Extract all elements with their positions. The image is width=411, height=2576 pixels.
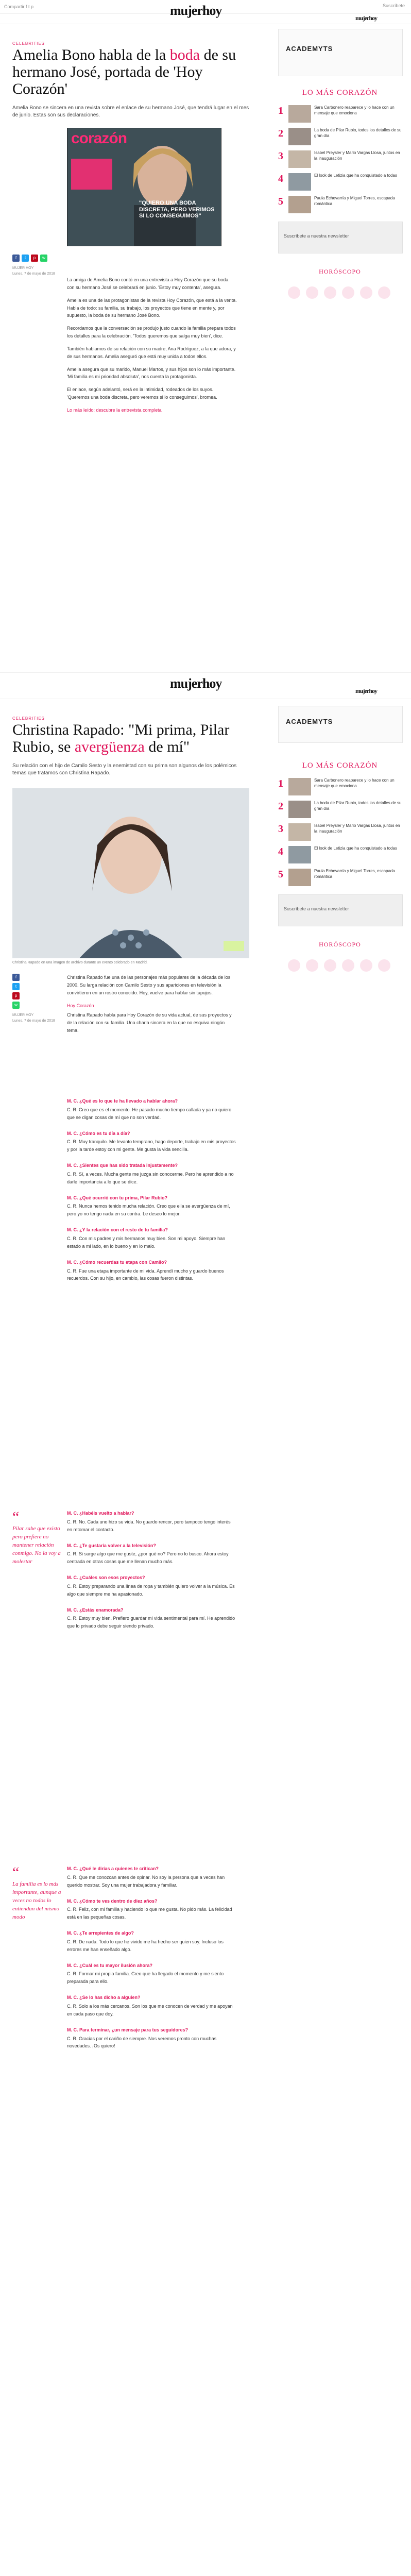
thumbnail-image bbox=[288, 105, 311, 123]
zodiac-icons[interactable] bbox=[286, 282, 395, 303]
qa-block-2 bbox=[67, 1510, 237, 1638]
whatsapp-icon[interactable]: w bbox=[40, 255, 47, 262]
facebook-icon[interactable]: f bbox=[12, 974, 20, 981]
article1-paragraph: Recordamos que la conversación se produjo justo cuando la familia prepara todos los detalles para la celebración. 'Todos queremos que salga muy bien', dice. bbox=[67, 326, 236, 339]
sidebar1-ad[interactable] bbox=[278, 29, 403, 76]
list-item[interactable] bbox=[278, 844, 402, 867]
sidebar2-ad-label: ACADEMYTS bbox=[286, 718, 333, 725]
article2-highlight-link[interactable]: Hoy Corazón bbox=[67, 1003, 94, 1008]
pinterest-icon[interactable]: p bbox=[31, 255, 38, 262]
article1-paragraph: También hablamos de su relación con su madre, Ana Rodríguez, a la que adora, y de sus hermanos. Amelia aseguró que está muy unida a todos ellos. bbox=[67, 346, 236, 359]
sidebar1-horoscope-title: HORÓSCOPO bbox=[319, 268, 361, 275]
hero-photo-illustration bbox=[12, 788, 249, 958]
pinterest-icon[interactable]: p bbox=[12, 992, 20, 999]
article2-title-part1: Christina Rapado: "Mi prima, Pilar Rubio, se bbox=[12, 721, 230, 755]
article1-title bbox=[12, 46, 254, 97]
article2-intro-paragraph: Christina Rapado fue una de las personajes más populares de la década de los 2000. Su larga relación con Camilo Sesto y sus apariciones en televisión la convirtieron en un rostro conocido. Hoy, vuelve para hablar sin tapujos. bbox=[67, 975, 231, 995]
subscribe-link[interactable]: Suscríbete bbox=[382, 3, 405, 8]
sidebar1-newsletter-box[interactable] bbox=[278, 222, 403, 253]
article1-subtitle: Amelia Bono se sincera en una revista sobre el enlace de su hermano José, que tendrá lugar en el mes de junio. Estas son sus declaraciones. bbox=[12, 105, 249, 118]
site-logo[interactable]: mujerhoy bbox=[170, 3, 222, 18]
answer: C. R. Estoy muy bien. Prefiero guardar mi vida sentimental para mí. He aprendido que lo privado debe seguir siendo privado. bbox=[67, 1616, 235, 1629]
answer: C. R. De nada. Todo lo que he vivido me ha hecho ser quien soy. Incluso los errores me han enseñado algo. bbox=[67, 1939, 224, 1952]
rank-title: La boda de Pilar Rubio, todos los detalles de su gran día bbox=[314, 128, 402, 138]
list-item[interactable] bbox=[278, 171, 402, 194]
thumbnail-image bbox=[288, 150, 311, 168]
list-item[interactable] bbox=[278, 776, 402, 799]
article1-date: Lunes, 7 de mayo de 2018 bbox=[12, 272, 55, 276]
question: M. C. Para terminar, ¿un mensaje para tus seguidores? bbox=[67, 2027, 189, 2032]
share-label: Compartir f t p bbox=[4, 4, 34, 9]
answer: C. R. Sí, a veces. Mucha gente me juzga sin conocerme. Pero he aprendido a no darle importancia a lo que se dice. bbox=[67, 1171, 234, 1184]
quote-icon: “ bbox=[12, 1509, 20, 1526]
answer: C. R. Formar mi propia familia. Creo que ha llegado el momento y me siento preparada para ello. bbox=[67, 1971, 224, 1985]
cover-quote: "QUIERO UNA BODA DISCRETA, PERO VERIMOS SI LO CONSEGUIMOS" bbox=[139, 200, 215, 219]
article2-title bbox=[12, 721, 270, 755]
article2-hero-image bbox=[12, 788, 249, 958]
rank-title: Sara Carbonero reaparece y lo hace con un mensaje que emociona bbox=[314, 105, 395, 115]
site-logo-small[interactable]: mujerhoy bbox=[355, 687, 377, 694]
sidebar1-most-read-list bbox=[278, 103, 402, 216]
question: M. C. ¿Y la relación con el resto de tu familia? bbox=[67, 1227, 168, 1233]
horoscope-signs bbox=[286, 282, 395, 303]
article2-meta bbox=[12, 1013, 59, 1024]
rank-number: 4 bbox=[278, 173, 283, 184]
sidebar1-most-read-title: LO MÁS CORAZÓN bbox=[302, 89, 378, 97]
cover-inset-block bbox=[71, 159, 112, 190]
photo-caption: Christina Rapado en una imagen de archivo durante un evento celebrado en Madrid. bbox=[12, 961, 148, 964]
sidebar2-ad[interactable] bbox=[278, 706, 403, 743]
article2-rubric[interactable]: CELEBRITIES bbox=[12, 716, 45, 721]
site-logo[interactable]: mujerhoy bbox=[170, 676, 222, 691]
answer: C. R. Si surge algo que me guste, ¿por qué no? Pero no lo busco. Ahora estoy centrada en otras cosas que me llenan mucho más. bbox=[67, 1551, 229, 1565]
question: M. C. ¿Te gustaría volver a la televisión? bbox=[67, 1543, 156, 1548]
qa-block-3 bbox=[67, 1865, 237, 2058]
rank-title: Sara Carbonero reaparece y lo hace con un mensaje que emociona bbox=[314, 778, 395, 788]
article1-inline-link[interactable]: Lo más leído: descubre la entrevista completa bbox=[67, 407, 162, 413]
site-logo-small[interactable]: mujerhoy bbox=[355, 14, 377, 22]
question: M. C. ¿Se lo has dicho a alguien? bbox=[67, 1995, 141, 2001]
article1-meta bbox=[12, 266, 55, 277]
question: M. C. ¿Estás enamorada? bbox=[67, 1607, 124, 1613]
question: M. C. ¿Cuáles son esos proyectos? bbox=[67, 1575, 145, 1581]
thumbnail-image bbox=[288, 778, 311, 795]
rank-number: 5 bbox=[278, 196, 283, 207]
article1-body bbox=[67, 276, 237, 419]
sidebar2-newsletter-box[interactable] bbox=[278, 894, 403, 926]
thumbnail-image bbox=[288, 869, 311, 886]
article1-title-highlight: boda bbox=[169, 46, 200, 63]
answer: C. R. Nunca hemos tenido mucha relación. Creo que ella se avergüenza de mí, pero yo no tengo nada en su contra. Le deseo lo mejor. bbox=[67, 1204, 230, 1217]
article1-title-part2: de su hermano José, portada de 'Hoy Corazón' bbox=[12, 46, 236, 97]
rank-number: 3 bbox=[278, 823, 283, 835]
sidebar1-ad-label: ACADEMYTS bbox=[286, 45, 333, 53]
article1-paragraph: Amelia asegura que su marido, Manuel Martos, y sus hijos son lo más importante. 'Mi familia es mi prioridad absoluta', nos cuenta la protagonista. bbox=[67, 366, 236, 380]
list-item[interactable] bbox=[278, 867, 402, 889]
answer: C. R. No. Cada uno hizo su vida. No guardo rencor, pero tampoco tengo interés en retomar el contacto. bbox=[67, 1519, 231, 1532]
question: M. C. ¿Habéis vuelto a hablar? bbox=[67, 1511, 134, 1516]
sidebar2-horoscope-title: HORÓSCOPO bbox=[319, 941, 361, 948]
whatsapp-icon[interactable]: w bbox=[12, 1002, 20, 1009]
rank-number: 4 bbox=[278, 846, 283, 857]
answer: C. R. Que me conozcan antes de opinar. No soy la persona que a veces han querido mostrar. Soy una mujer trabajadora y familiar. bbox=[67, 1874, 225, 1888]
question: M. C. ¿Sientes que has sido tratada injustamente? bbox=[67, 1163, 178, 1168]
article2-date: Lunes, 7 de mayo de 2018 bbox=[12, 1019, 55, 1023]
pullquote-1: Pilar sabe que existo pero prefiere no mantener relación conmigo. No la voy a molestar bbox=[12, 1526, 61, 1565]
article2-byline: MUJER HOY bbox=[12, 1013, 34, 1017]
article2-title-highlight: avergüenza bbox=[74, 738, 145, 755]
question: M. C. ¿Cómo te ves dentro de diez años? bbox=[67, 1898, 158, 1904]
thumbnail-image bbox=[288, 173, 311, 191]
pullquote-2: La familia es lo más importante, aunque a veces no todos lo entiendan del mismo modo bbox=[12, 1881, 61, 1920]
answer: C. R. Con mis padres y mis hermanos muy bien. Son mi apoyo. Siempre han estado a mi lado, en lo bueno y en lo malo. bbox=[67, 1235, 226, 1249]
rank-title: Isabel Preysler y Mario Vargas Llosa, juntos en la inauguración bbox=[314, 823, 400, 834]
question: M. C. ¿Cuál es tu mayor ilusión ahora? bbox=[67, 1962, 153, 1968]
list-item[interactable] bbox=[278, 799, 402, 821]
list-item[interactable] bbox=[278, 821, 402, 844]
question: M. C. ¿Qué es lo que te ha llevado a hablar ahora? bbox=[67, 1098, 178, 1104]
rank-number: 1 bbox=[278, 778, 283, 789]
sidebar2-newsletter-label: Suscríbete a nuestra newsletter bbox=[284, 906, 349, 911]
twitter-icon[interactable]: t bbox=[22, 255, 29, 262]
answer: C. R. Feliz, con mi familia y haciendo lo que me gusta. No pido más. La felicidad está en las pequeñas cosas. bbox=[67, 1907, 232, 1920]
article2-intro bbox=[67, 974, 237, 1035]
question: M. C. ¿Cómo es tu día a día? bbox=[67, 1130, 130, 1136]
answer: C. R. Gracias por el cariño de siempre. Nos veremos pronto con muchas novedades. ¡Os quiero! bbox=[67, 2036, 217, 2049]
thumbnail-image bbox=[288, 823, 311, 841]
list-item[interactable] bbox=[278, 148, 402, 171]
list-item[interactable] bbox=[278, 103, 402, 126]
thumbnail-image bbox=[288, 846, 311, 863]
answer: C. R. Solo a los más cercanos. Son los que me conocen de verdad y me apoyan en cada paso que doy. bbox=[67, 2003, 233, 2016]
article1-paragraph: El enlace, según adelantó, será en la intimidad, rodeados de los suyos. 'Queremos una boda discreta, pero veremos si lo conseguimos', bromea. bbox=[67, 387, 217, 400]
answer: C. R. Estoy preparando una línea de ropa y también quiero volver a la música. Es algo que siempre me ha apasionado. bbox=[67, 1583, 235, 1597]
rank-title: El look de Letizia que ha conquistado a todas bbox=[314, 173, 398, 178]
question: M. C. ¿Te arrepientes de algo? bbox=[67, 1930, 134, 1936]
cover-brand: corazón bbox=[71, 130, 127, 147]
rank-number: 5 bbox=[278, 869, 283, 880]
qa-block-1 bbox=[67, 1097, 237, 1291]
question: M. C. ¿Cómo recuerdas tu etapa con Camilo? bbox=[67, 1259, 167, 1265]
article2-subtitle: Su relación con el hijo de Camilo Sesto y la enemistad con su prima son algunos de los polémicos temas que tratamos con Christina Rapado. bbox=[12, 763, 237, 776]
article1-paragraph: La amiga de Amelia Bono contó en una entrevista a Hoy Corazón que su boda con su hermano José se celebrará en junio. 'Estoy muy contenta', asegura. bbox=[67, 277, 229, 290]
rank-title: Paula Echevarría y Miguel Torres, escapada romántica bbox=[314, 196, 395, 206]
list-item[interactable] bbox=[278, 194, 402, 216]
sidebar2-most-read-title: LO MÁS CORAZÓN bbox=[302, 761, 378, 770]
rank-title: La boda de Pilar Rubio, todos los detalles de su gran día bbox=[314, 801, 402, 811]
article1-title-part1: Amelia Bono habla de la bbox=[12, 46, 170, 63]
rank-title: Paula Echevarría y Miguel Torres, escapada romántica bbox=[314, 869, 395, 879]
question: M. C. ¿Qué ocurrió con tu prima, Pilar Rubio? bbox=[67, 1195, 168, 1200]
thumbnail-image bbox=[288, 128, 311, 145]
sidebar1-newsletter-label: Suscríbete a nuestra newsletter bbox=[284, 233, 349, 239]
question: M. C. ¿Qué le dirías a quienes te critican? bbox=[67, 1866, 159, 1871]
rank-title: Isabel Preysler y Mario Vargas Llosa, juntos en la inauguración bbox=[314, 150, 400, 161]
rank-number: 1 bbox=[278, 105, 283, 116]
article2-intro-paragraph-2: Christina Rapado habla para Hoy Corazón de su vida actual, de sus proyectos y de la relación con su familia. Una charla sincera en la que no esquiva ningún tema. bbox=[67, 1012, 232, 1033]
answer: C. R. Creo que es el momento. He pasado mucho tiempo callada y ya no quiero que se digan cosas de mí que no son verdad. bbox=[67, 1107, 232, 1120]
rank-number: 2 bbox=[278, 801, 283, 812]
article1-rubric[interactable]: CELEBRITIES bbox=[12, 41, 45, 46]
zodiac-icons[interactable] bbox=[286, 955, 395, 976]
facebook-icon[interactable]: f bbox=[12, 255, 20, 262]
thumbnail-image bbox=[288, 801, 311, 818]
article1-byline: MUJER HOY bbox=[12, 266, 34, 270]
thumbnail-image bbox=[288, 196, 311, 213]
sidebar2-most-read-list bbox=[278, 776, 402, 889]
rank-number: 3 bbox=[278, 150, 283, 162]
article1-paragraph: Amelia es una de las protagonistas de la revista Hoy Corazón, que está a la venta. Habla de todo: su familia, su trabajo, los proyectos que tiene en mente y, por supuesto, la boda de su hermano José Bono. bbox=[67, 297, 237, 318]
answer: C. R. Muy tranquilo. Me levanto temprano, hago deporte, trabajo en mis proyectos y por la tarde estoy con mi gente. Me gusta la vida sencilla. bbox=[67, 1139, 236, 1153]
magazine-cover-image bbox=[67, 128, 221, 246]
rank-number: 2 bbox=[278, 128, 283, 139]
rank-title: El look de Letizia que ha conquistado a todas bbox=[314, 846, 398, 851]
horoscope-signs bbox=[286, 955, 395, 976]
quote-icon: “ bbox=[12, 1864, 20, 1881]
article2-title-part2: de mí" bbox=[144, 738, 190, 755]
list-item[interactable] bbox=[278, 126, 402, 148]
answer: C. R. Fue una etapa importante de mi vida. Aprendí mucho y guardo buenos recuerdos. Con su hijo, en cambio, las cosas fueron distintas. bbox=[67, 1268, 224, 1281]
twitter-icon[interactable]: t bbox=[12, 983, 20, 990]
